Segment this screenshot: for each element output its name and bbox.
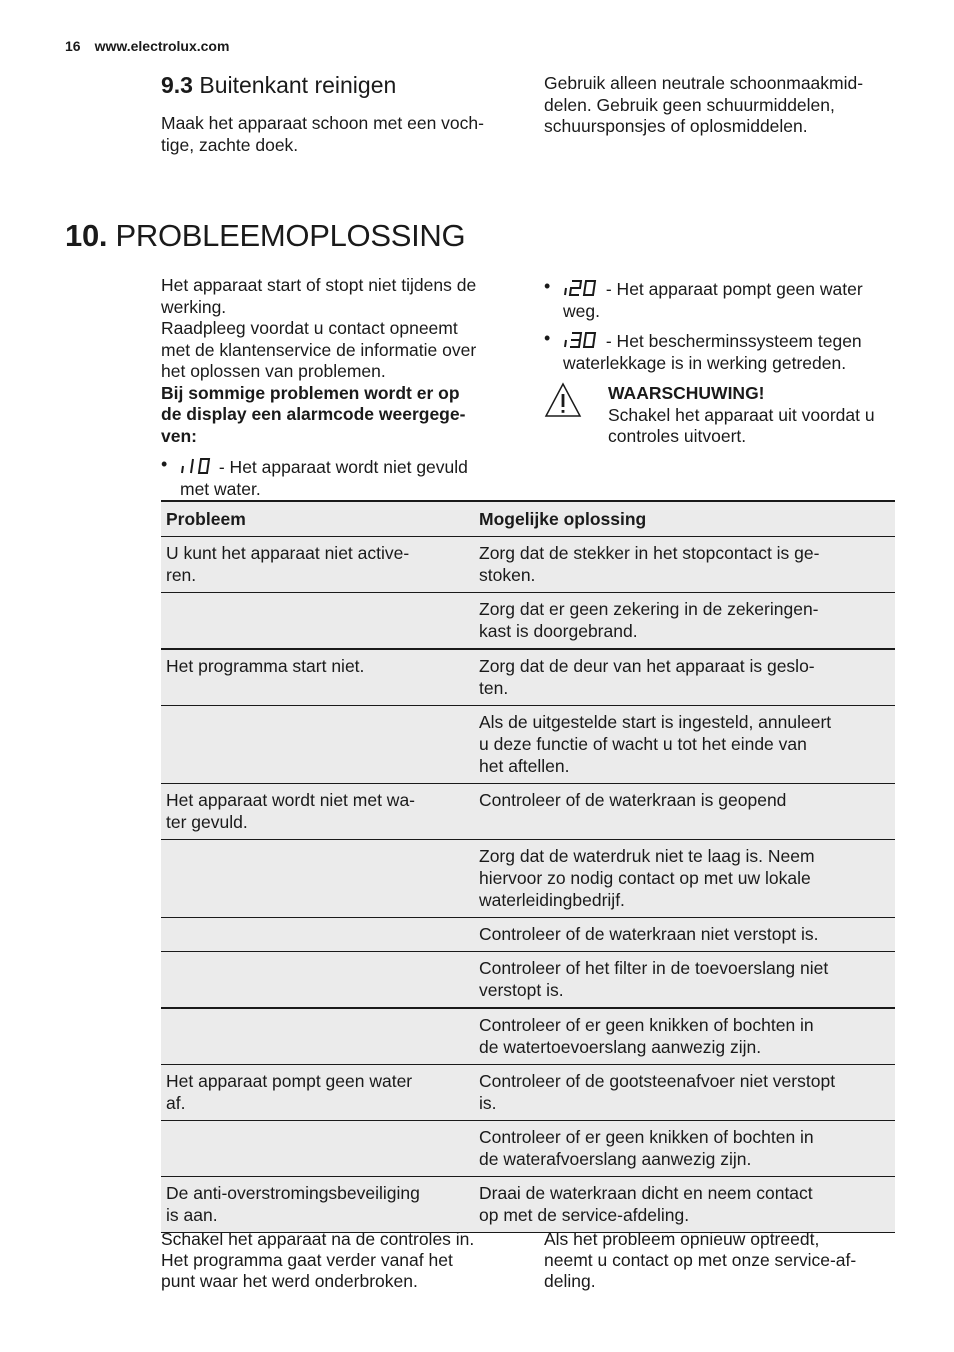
alarm-text: - Het apparaat wordt niet gevuld — [214, 457, 468, 477]
solution-cell: Zorg dat de stekker in het stopcontact is ge- stoken. — [474, 537, 895, 593]
problem-cell: Het apparaat pompt geen water af. — [161, 1065, 474, 1121]
section-9-3-title: Buitenkant reinigen — [199, 72, 397, 98]
text-line: Als het probleem opnieuw optreedt, — [544, 1229, 820, 1249]
bullet: • — [544, 276, 551, 296]
problem-cell — [161, 840, 474, 918]
alarm-code-i20-icon — [563, 277, 601, 299]
text-line: ven: — [161, 425, 197, 446]
solution-cell: Controleer of de waterkraan niet verstopt is. — [474, 918, 895, 952]
header-problem: Probleem — [161, 501, 474, 537]
alarm-item-i30 — [544, 329, 904, 374]
text-line: met de klantenservice de informatie over — [161, 339, 477, 360]
table-row — [161, 840, 895, 918]
table-row — [161, 918, 895, 952]
alarm-text-cont: met water. — [180, 478, 261, 499]
text-line: Gebruik alleen neutrale schoonmaakmid- — [544, 73, 864, 93]
alarm-item-i20 — [544, 277, 904, 322]
warning-triangle-icon — [544, 382, 582, 418]
alarm-list-right — [544, 277, 904, 374]
table-row — [161, 706, 895, 784]
table-row — [161, 784, 895, 840]
text-line: tige, zachte doek. — [161, 134, 299, 155]
problem-cell — [161, 593, 474, 650]
solution-cell: Controleer of de waterkraan is geopend — [474, 784, 895, 840]
alarm-text: - Het bescherminssysteem tegen — [601, 331, 862, 351]
problem-cell — [161, 1121, 474, 1177]
site-url: www.electrolux.com — [94, 38, 230, 54]
section-9-3-para-right — [544, 73, 904, 138]
section-9-3-para-left — [161, 113, 521, 156]
solution-cell: Controleer of er geen knikken of bochten in de waterafvoerslang aanwezig zijn. — [474, 1121, 895, 1177]
table-header-row — [161, 501, 895, 537]
text-line: Het apparaat start of stopt niet tijdens de — [161, 275, 477, 295]
page-header — [65, 38, 229, 54]
bullet: • — [161, 454, 168, 474]
text-line: Schakel het apparaat uit voordat u — [608, 404, 875, 425]
solution-cell: Zorg dat er geen zekering in de zekeringen- kast is doorgebrand. — [474, 593, 895, 650]
table-row — [161, 649, 895, 706]
problem-cell — [161, 1008, 474, 1065]
text-line: controles uitvoert. — [608, 426, 747, 446]
problem-cell — [161, 952, 474, 1009]
text-line: Bij sommige problemen wordt er op — [161, 382, 460, 403]
section-10-title: PROBLEEMOPLOSSING — [115, 218, 466, 253]
problem-cell — [161, 918, 474, 952]
alarm-code-intro — [161, 383, 521, 448]
table-row — [161, 1121, 895, 1177]
section-9-3-number: 9.3 — [161, 72, 193, 98]
warning-box — [608, 383, 908, 448]
alarm-code-i30-icon — [563, 329, 601, 351]
alarm-item-i10 — [161, 455, 521, 500]
alarm-text-cont: weg. — [563, 300, 600, 321]
table-row — [161, 1177, 895, 1233]
alarm-code-i10-icon — [180, 455, 214, 477]
section-10-number: 10. — [65, 218, 108, 253]
alarm-text: - Het apparaat pompt geen water — [601, 279, 863, 299]
text-line: neemt u contact op met onze service-af- — [544, 1250, 857, 1270]
text-line: Schakel het apparaat na de controles in. — [161, 1229, 475, 1249]
alarm-text-cont: waterlekkage is in werking getreden. — [563, 352, 847, 373]
problem-cell: U kunt het apparaat niet active- ren. — [161, 537, 474, 593]
text-line: werking. — [161, 296, 227, 317]
section-9-3-heading — [161, 72, 396, 99]
solution-cell: Zorg dat de deur van het apparaat is geslo- ten. — [474, 649, 895, 706]
problem-cell: De anti-overstromingsbeveiliging is aan. — [161, 1177, 474, 1233]
table-row — [161, 593, 895, 650]
text-line: de display een alarmcode weergege- — [161, 404, 466, 424]
section-10-heading — [65, 218, 465, 254]
footer-text-left — [161, 1229, 531, 1292]
solution-cell: Draai de waterkraan dicht en neem contact op met de service-afdeling. — [474, 1177, 895, 1233]
warning-title: WAARSCHUWING! — [608, 383, 765, 403]
text-line: Het programma gaat verder vanaf het — [161, 1250, 453, 1270]
solution-cell: Controleer of de gootsteenafvoer niet verstopt is. — [474, 1065, 895, 1121]
table-row — [161, 1065, 895, 1121]
text-line: Raadpleeg voordat u contact opneemt — [161, 318, 458, 338]
text-line: schuursponsjes of oplosmiddelen. — [544, 116, 808, 136]
problem-cell — [161, 706, 474, 784]
table-row — [161, 952, 895, 1009]
solution-cell: Als de uitgestelde start is ingesteld, annuleert u deze functie of wacht u tot het einde van het aftellen. — [474, 706, 895, 784]
text-line: deling. — [544, 1271, 596, 1291]
problem-cell: Het programma start niet. — [161, 649, 474, 706]
table-row — [161, 1008, 895, 1065]
header-solution: Mogelijke oplossing — [474, 501, 895, 537]
solution-cell: Zorg dat de waterdruk niet te laag is. Neem hiervoor zo nodig contact op met uw lokale waterleidingbedrijf. — [474, 840, 895, 918]
section-10-intro — [161, 275, 521, 500]
bullet: • — [544, 328, 551, 348]
solution-cell: Controleer of het filter in de toevoerslang niet verstopt is. — [474, 952, 895, 1009]
solution-cell: Controleer of er geen knikken of bochten in de watertoevoerslang aanwezig zijn. — [474, 1008, 895, 1065]
text-line: Maak het apparaat schoon met een voch- — [161, 113, 484, 133]
text-line: delen. Gebruik geen schuurmiddelen, — [544, 94, 835, 115]
text-line: het oplossen van problemen. — [161, 361, 386, 381]
troubleshooting-table — [161, 500, 895, 1233]
page-number: 16 — [65, 38, 81, 54]
footer-text-right — [544, 1229, 904, 1292]
problem-cell: Het apparaat wordt niet met wa- ter gevuld. — [161, 784, 474, 840]
table-row — [161, 537, 895, 593]
text-line: punt waar het werd onderbroken. — [161, 1271, 418, 1291]
